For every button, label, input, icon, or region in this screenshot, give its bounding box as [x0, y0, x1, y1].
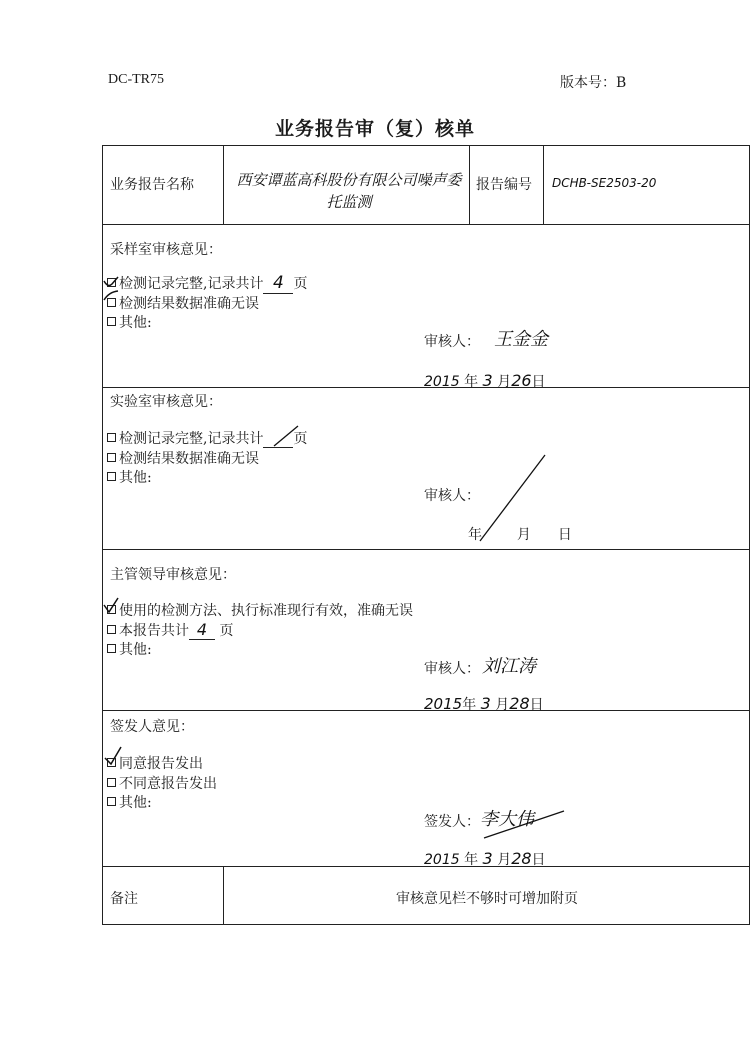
year-label: 年	[464, 374, 479, 390]
supervisor-heading: 主管领导审核意见：	[110, 567, 236, 583]
check-mark	[104, 291, 118, 300]
pages-suffix: 页	[219, 623, 234, 639]
report-number-value: DCHB-SE2503-20	[552, 176, 657, 190]
records-suffix: 页	[293, 276, 308, 292]
approve-text: 同意报告发出	[119, 756, 203, 772]
methods-text: 使用的检测方法、执行标准现行有效，准确无误	[119, 603, 413, 619]
results-text: 检测结果数据准确无误	[119, 451, 259, 467]
remarks-text: 审核意见栏不够时可增加附页	[396, 891, 578, 907]
lab-reviewer-label: 审核人：	[424, 488, 480, 504]
month-label: 月	[497, 852, 512, 868]
issuer-signer-label: 签发人：	[424, 814, 480, 830]
review-form	[102, 145, 750, 925]
lab-heading: 实验室审核意见：	[110, 394, 222, 410]
other-text: 其他:	[119, 470, 152, 486]
signature-stroke	[484, 811, 564, 838]
year-label: 年	[468, 527, 482, 543]
date-year: 2015	[424, 695, 463, 713]
report-name-label: 业务报告名称	[110, 177, 194, 193]
check-mark	[105, 747, 121, 764]
month-label: 月	[497, 374, 512, 390]
pages-prefix: 本报告共计	[119, 623, 189, 639]
date-year: 2015	[424, 852, 460, 868]
results-text: 检测结果数据准确无误	[119, 296, 259, 312]
date-month: 3	[480, 694, 491, 713]
date-day: 26	[511, 371, 532, 390]
supervisor-reviewer-signature: 刘江涛	[482, 656, 536, 677]
form-title: 业务报告审（复）核单	[274, 118, 475, 140]
records-prefix: 检测记录完整,记录共计	[119, 431, 264, 447]
pages-written: 4	[196, 620, 208, 639]
issuer-heading: 签发人意见：	[110, 719, 194, 735]
year-label: 年	[464, 852, 479, 868]
day-label: 日	[531, 374, 546, 390]
day-label: 日	[531, 852, 546, 868]
sampling-reviewer-signature: 王金金	[494, 329, 548, 350]
supervisor-reviewer-label: 审核人：	[424, 661, 480, 677]
date-year: 2015	[424, 374, 460, 390]
date-day: 28	[509, 694, 530, 713]
day-label: 日	[529, 697, 544, 713]
records-suffix: 页	[293, 431, 308, 447]
other-text: 其他:	[119, 795, 152, 811]
sampling-reviewer-label: 审核人：	[424, 334, 480, 350]
report-number-label: 报告编号	[476, 177, 532, 193]
version-number: 版本号：B	[560, 75, 627, 91]
records-prefix: 检测记录完整,记录共计	[119, 276, 264, 292]
month-label: 月	[495, 697, 510, 713]
pages-written: 4	[273, 273, 284, 293]
date-day: 28	[511, 849, 532, 868]
check-mark	[104, 598, 118, 612]
handwritten-marks	[102, 145, 750, 925]
year-label: 年	[462, 697, 477, 713]
report-name-text: 西安谭蓝高科股份有限公司噪声委托监测	[236, 171, 462, 211]
issuer-signature: 李大伟	[480, 809, 534, 830]
date-month: 3	[482, 849, 493, 868]
other-text: 其他:	[119, 315, 152, 331]
slash-mark	[480, 455, 545, 541]
reject-text: 不同意报告发出	[119, 776, 217, 792]
date-month: 3	[482, 371, 493, 390]
check-mark	[104, 277, 118, 285]
form-code: DC-TR75	[108, 72, 164, 87]
other-text: 其他:	[119, 642, 152, 658]
remarks-label: 备注	[110, 891, 138, 907]
month-label: 月	[516, 527, 531, 543]
day-label: 日	[557, 527, 572, 543]
sampling-heading: 采样室审核意见：	[110, 242, 222, 258]
slash-mark	[274, 426, 298, 446]
